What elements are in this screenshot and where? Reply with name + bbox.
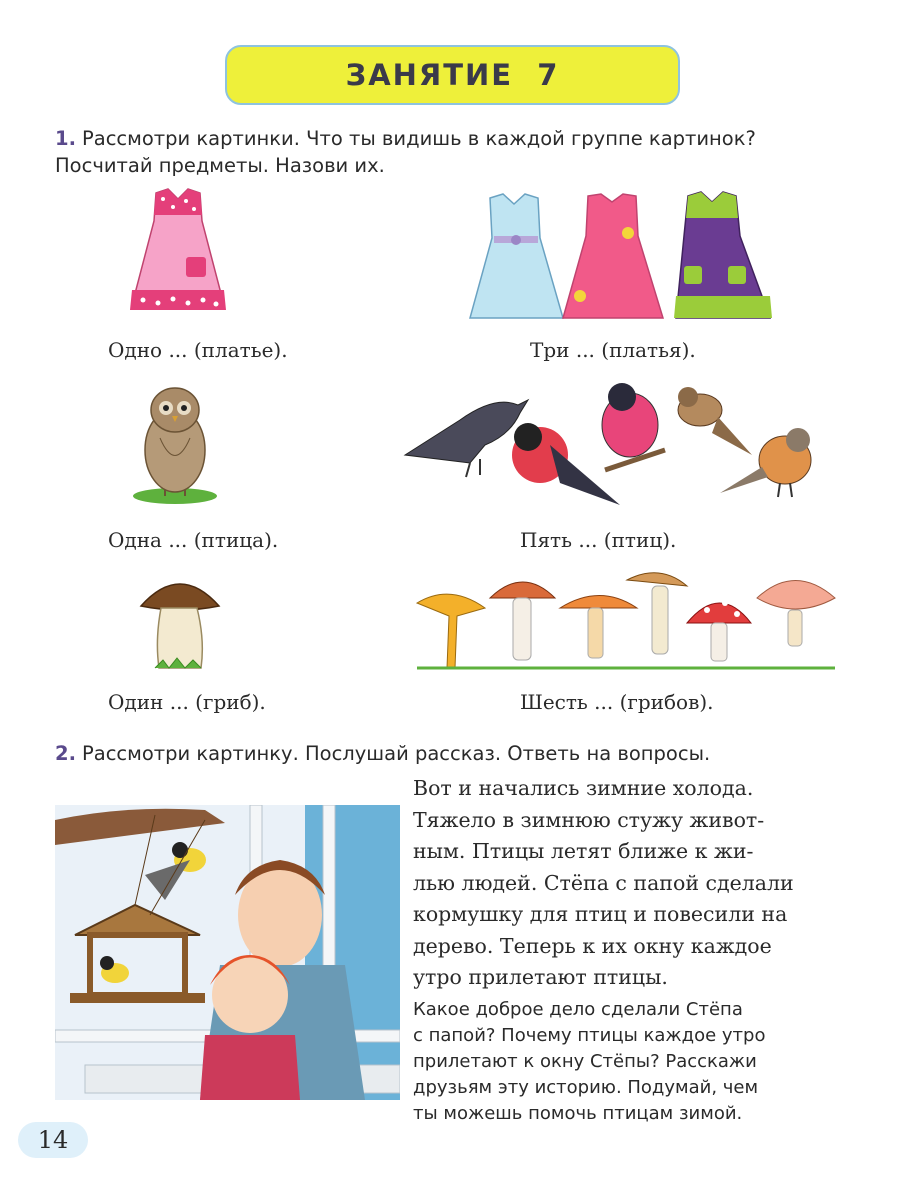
bird-icon [400,375,830,515]
task-1-line-2: Посчитай предметы. Назови их. [55,154,385,177]
story-text [413,773,853,994]
caption-dress-three: Три ... (платья). [530,338,696,362]
lesson-title-box [225,45,680,105]
story-line: Вот и начались зимние холода. [413,776,754,800]
caption-mushroom-six: Шесть ... (грибов). [520,690,714,714]
task-2 [55,740,865,767]
story-line: лью людей. Стёпа с папой сделали [413,870,794,895]
lesson-title: ЗАНЯТИЕ 7 [345,58,560,92]
question-line: ты можешь помочь птицам зимой. [413,1103,743,1124]
story-line: Тяжело в зимнюю стужу живот- [413,807,765,832]
page-number-badge [18,1122,88,1158]
task-1 [55,125,865,179]
task-2-number: 2. [55,742,76,765]
caption-bird-one: Одна ... (птица). [108,528,279,552]
story-line: ным. Птицы летят ближе к жи- [413,839,754,863]
story-line: кормушку для птиц и повесили на [413,902,788,926]
story-line: утро прилетают птицы. [413,965,668,989]
task-1-number: 1. [55,127,76,150]
task-2-text: Рассмотри картинку. Послушай рассказ. Ответь на вопросы. [81,742,711,765]
question-line: прилетают к окну Стёпы? Расскажи [413,1051,757,1072]
caption-bird-five: Пять ... (птиц). [520,528,677,552]
task-1-line-1: Рассмотри картинки. Что ты видишь в каждой группе картинок? [81,127,756,150]
page-number: 14 [37,1126,69,1154]
caption-dress-one: Одно ... (платье). [108,338,288,362]
dress-icon [128,185,228,320]
mushroom-icon [415,568,840,678]
question-line: Какое доброе дело сделали Стёпа [413,999,743,1020]
owl-icon [130,378,220,508]
question-line: с папой? Почему птицы каждое утро [413,1025,766,1046]
dress-icon [468,188,773,328]
story-questions [413,997,853,1127]
feeder-illustration [55,805,400,1100]
question-line: друзьям эту историю. Подумай, чем [413,1077,759,1098]
caption-mushroom-one: Один ... (гриб). [108,690,266,714]
story-line: дерево. Теперь к их окну каждое [413,933,772,958]
mushroom-icon [135,570,225,675]
